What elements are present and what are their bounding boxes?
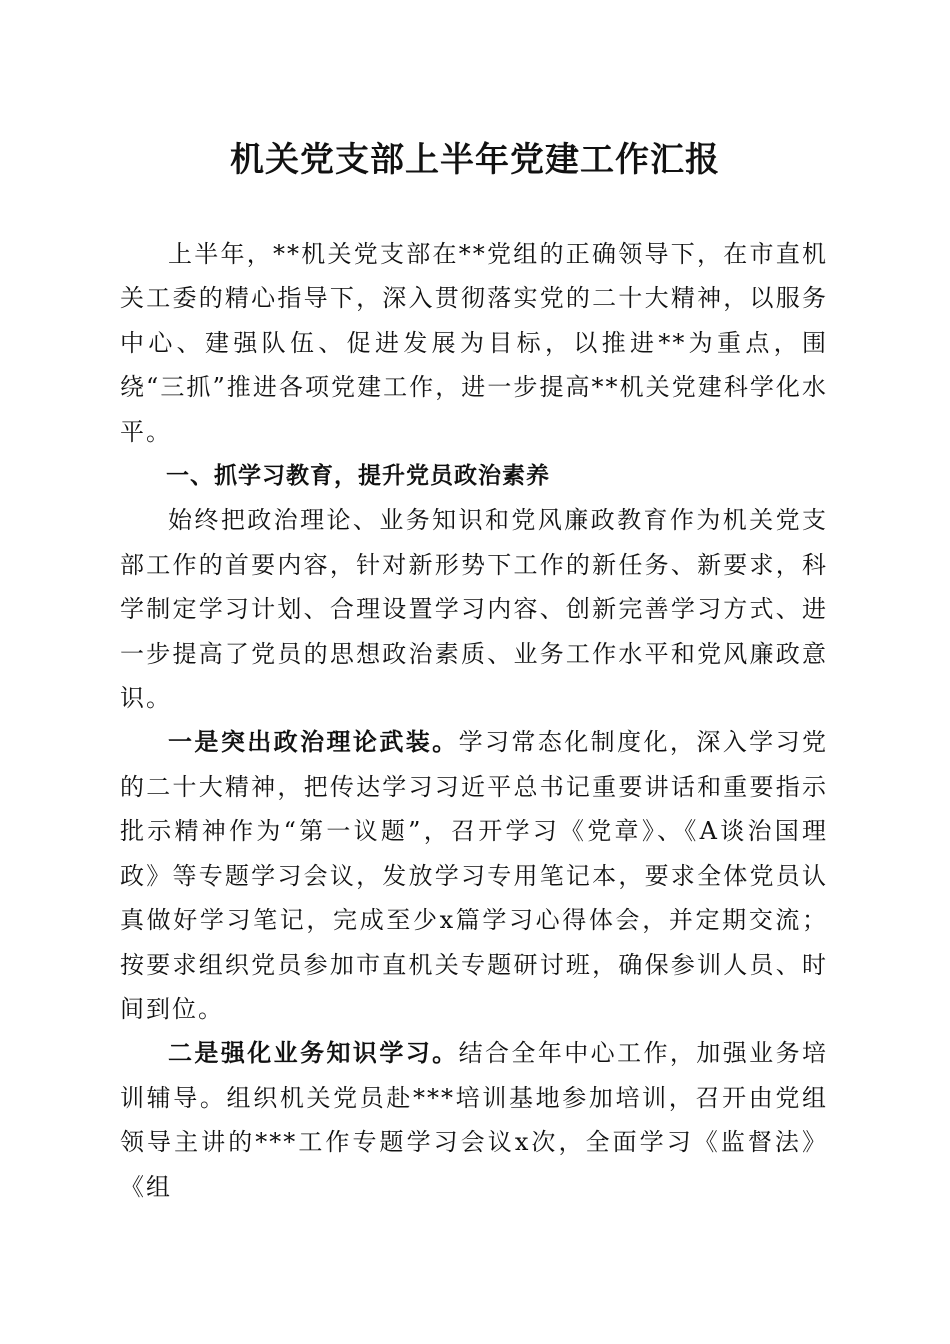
section-heading-1: 一、抓学习教育，提升党员政治素养	[166, 463, 550, 490]
item-2-text: 结合全年中心工作，加强业务培训辅导。组织机关党员赴***培训基地参加培训，召开由党组领导主讲的***工作专题学习会议x次，全面学习《监督法》《组	[120, 1039, 829, 1201]
item-1-lead: 一是突出政治理论武装。	[168, 727, 459, 757]
item-1-text: 学习常态化制度化，深入学习党的二十大精神，把传达学习习近平总书记重要讲话和重要指示批示精神作为“第一议题”，召开学习《党章》、《A谈治国理政》等专题学习会议，发放学习专用笔记本，要求全体党员认真做好学习笔记，完成至少x篇学习心得体会，并定期交流；按要求组织党员参加市直机关专题研讨班，确保参训人员、时间到位。	[120, 728, 829, 1023]
intro-paragraph: 上半年，**机关党支部在**党组的正确领导下，在市直机关工委的精心指导下，深入贯彻落实党的二十大精神，以服务中心、建强队伍、促进发展为目标，以推进**为重点，围绕“三抓”推进各项党建工作，进一步提高**机关党建科学化水平。	[120, 240, 828, 446]
item-2-lead: 二是强化业务知识学习。	[168, 1038, 459, 1068]
section-1-paragraph: 始终把政治理论、业务知识和党风廉政教育作为机关党支部工作的首要内容，针对新形势下工作的新任务、新要求，科学制定学习计划、合理设置学习内容、创新完善学习方式、进一步提高了党员的思想政治素质、业务工作水平和党风廉政意识。	[120, 506, 828, 713]
item-1-paragraph	[120, 720, 828, 1031]
item-2-paragraph	[120, 1031, 828, 1209]
document-body	[120, 232, 828, 1209]
document-title: 机关党支部上半年党建工作汇报	[230, 140, 720, 180]
